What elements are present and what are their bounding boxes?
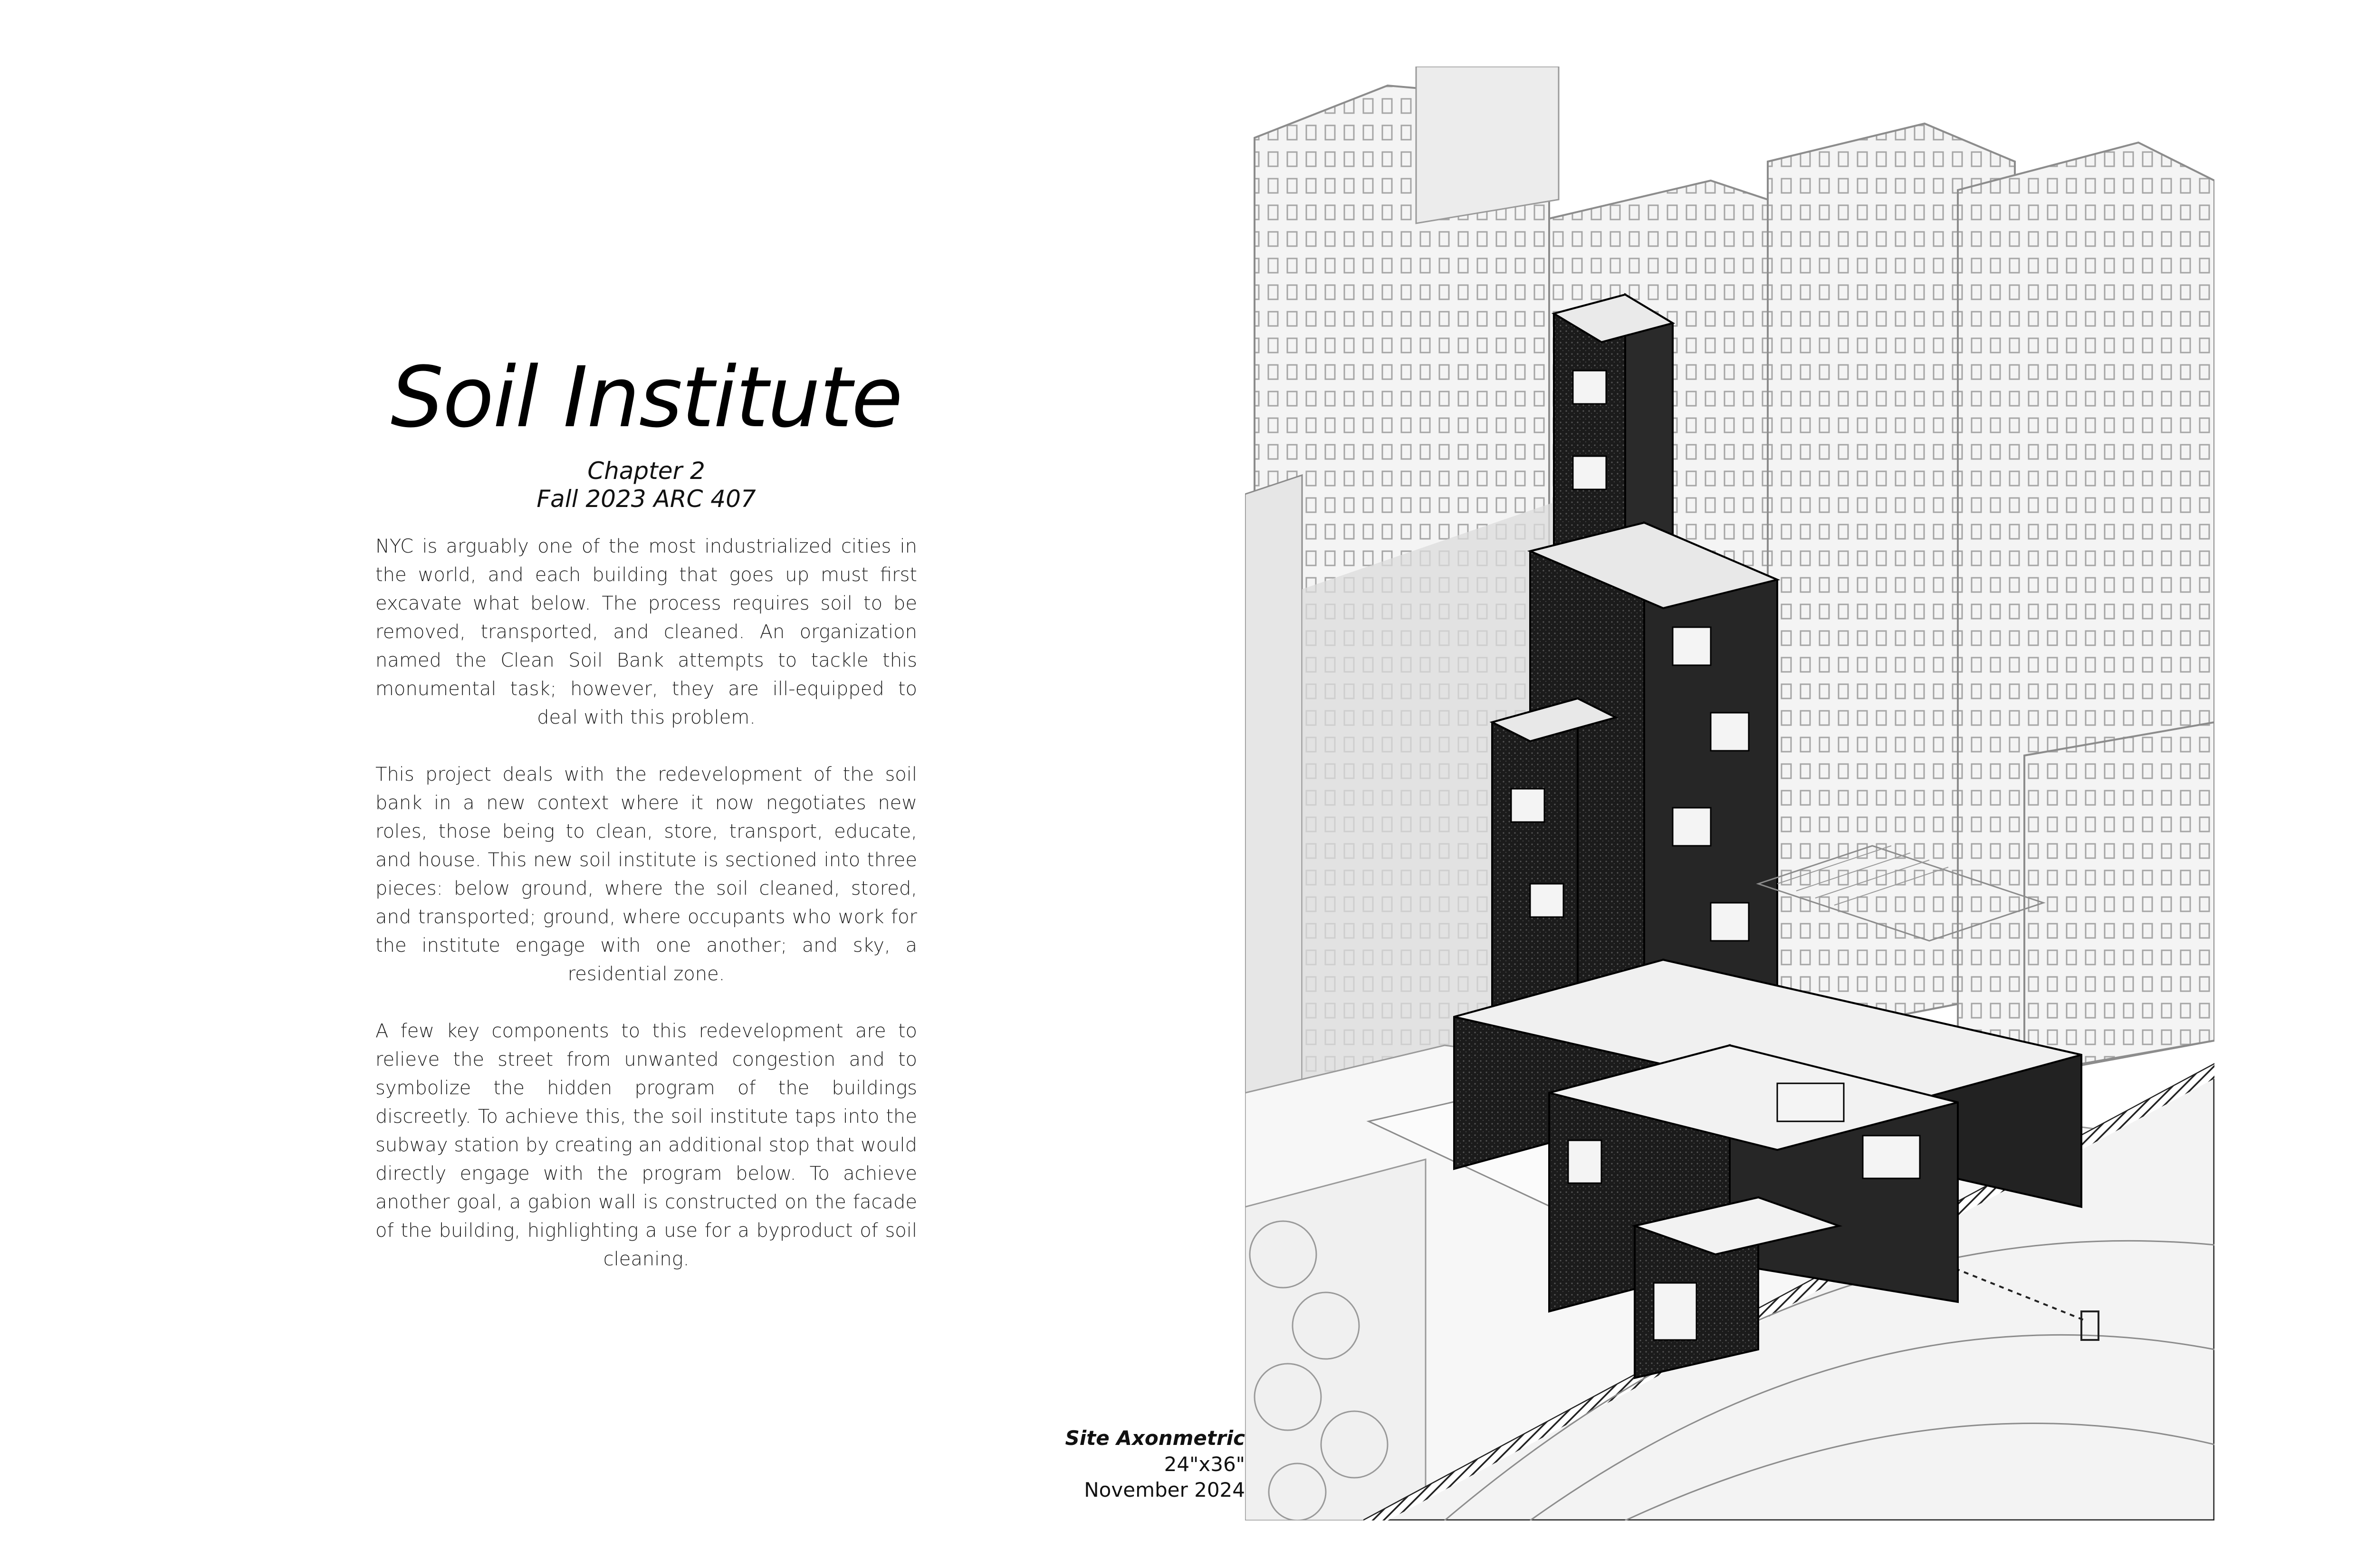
body-text [375, 532, 917, 1273]
caption-title: Site Axonmetric [1065, 1426, 1245, 1450]
paragraph-program: This project deals with the redevelopment of the soil bank in a new context where it now negotiates new roles, those being to clean, store, transport, educate, and house. This new soil institute is sectioned into three pieces: below ground, where the soil cleaned, stored, and transported; ground, where occupants who work for the institute engage with one another; and sky, a residential zone. [375, 763, 917, 985]
course-label: Fall 2023 ARC 407 [537, 485, 756, 513]
paragraph-strategy: A few key components to this redevelopment are to relieve the street from unwanted congestion and to symbolize the hidden program of the buildings discreetly. To achieve this, the soil institute taps into the subway station by creating an additional stop that would directly engage with the program below. To achieve another goal, a gabion wall is constructed on the facade of the building, highlighting a use for a byproduct of soil cleaning. [375, 1020, 917, 1270]
paragraph-intro: NYC is arguably one of the most industrialized cities in the world, and each building that goes up must first excavate what below. The process requires soil to be removed, transported, and cleaned. An organization named the Clean Soil Bank attempts to tackle this monumental task; however, they are ill-equipped to deal with this problem. [375, 535, 917, 728]
chapter-label: Chapter 2 [587, 457, 705, 485]
project-description [375, 349, 917, 1273]
page-title: Soil Institute [390, 349, 902, 446]
drawing-caption [998, 1425, 1245, 1503]
caption-date: November 2024 [1084, 1478, 1245, 1502]
site-axonometric-drawing [1245, 67, 2214, 1520]
caption-size: 24"x36" [1164, 1452, 1245, 1476]
